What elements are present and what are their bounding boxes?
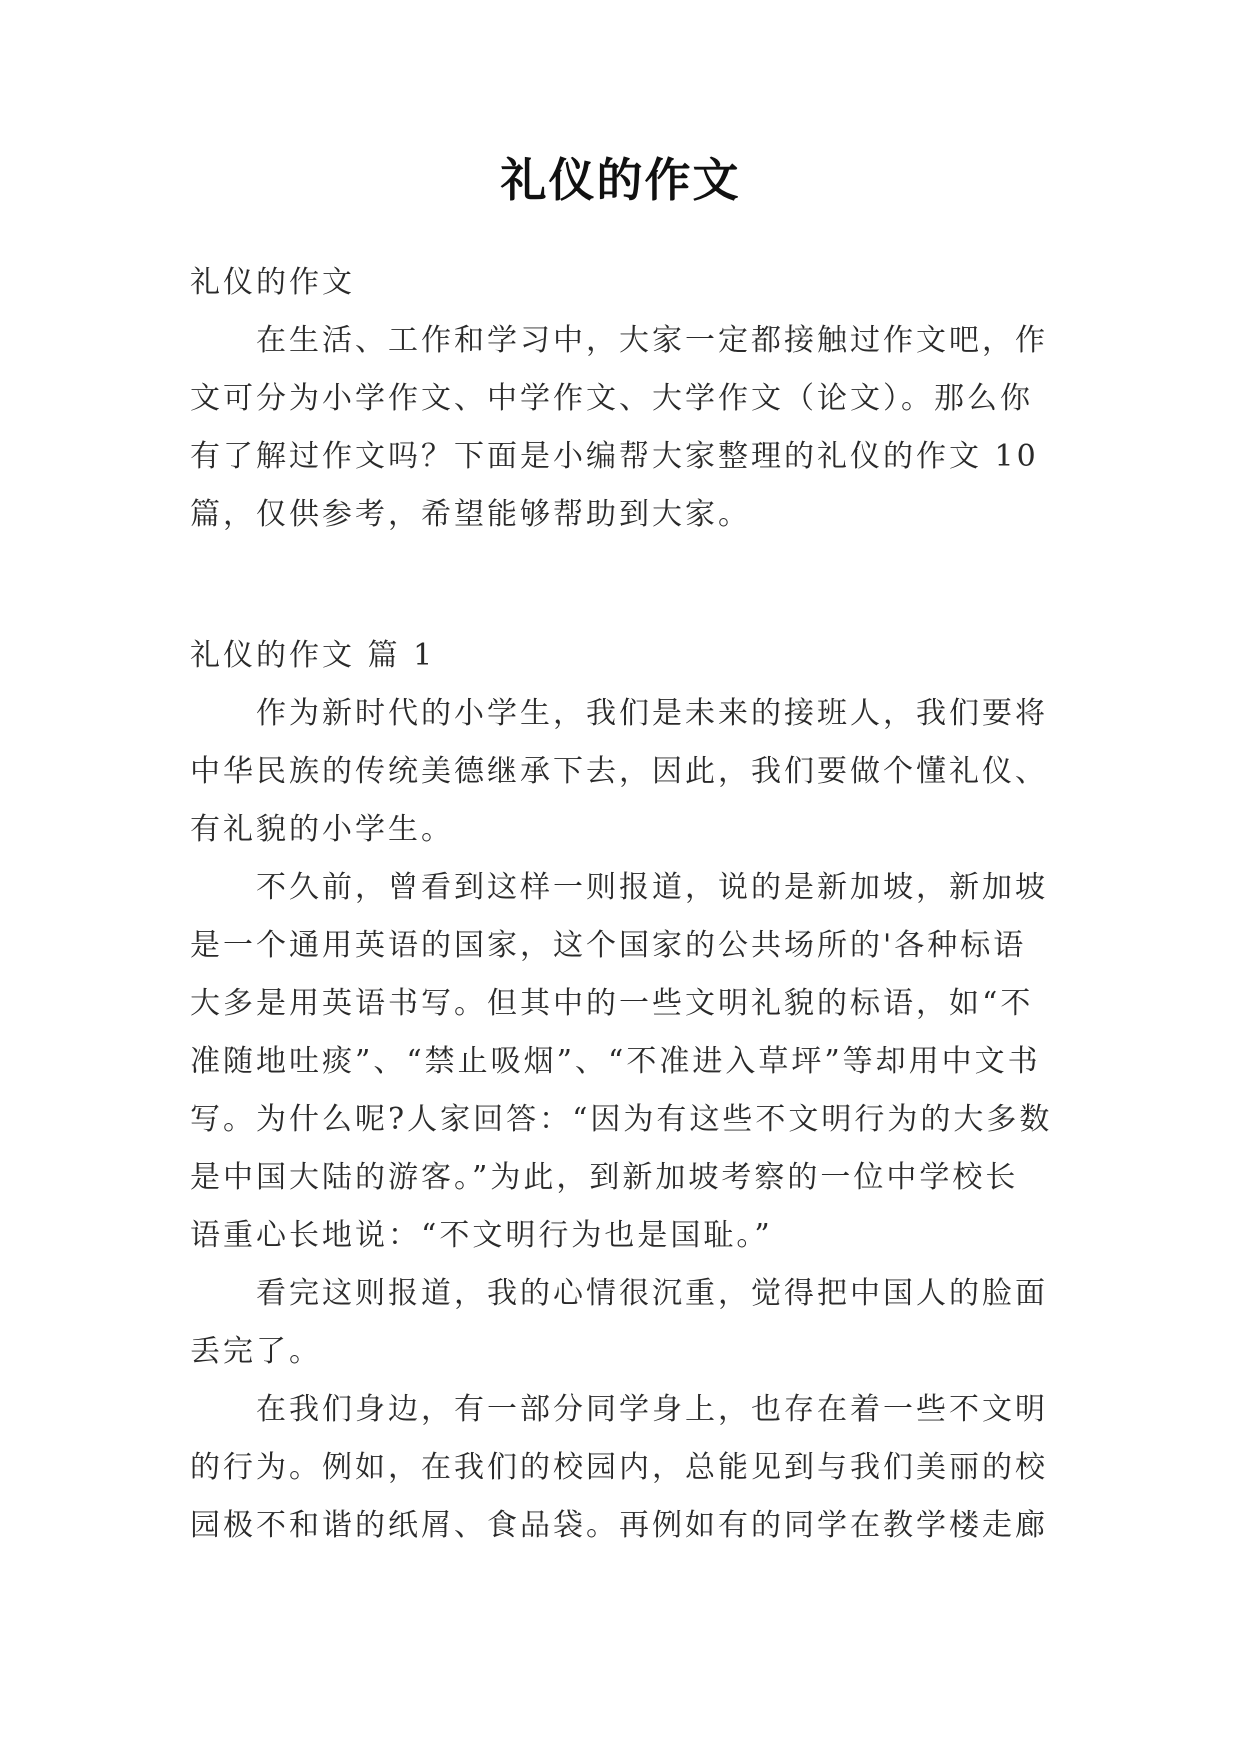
paragraph-line: 有礼貌的小学生。	[190, 812, 454, 847]
paragraph-line: 语重心长地说：“不文明行为也是国耻。”	[190, 1218, 773, 1253]
paragraph-line: 准随地吐痰”、“禁止吸烟”、“不准进入草坪”等却用中文书	[190, 1044, 1041, 1079]
paragraph-line: 看完这则报道，我的心情很沉重，觉得把中国人的脸面	[256, 1276, 1048, 1311]
intro-line: 文可分为小学作文、中学作文、大学作文（论文）。那么你	[190, 381, 1033, 416]
section-1	[190, 627, 1055, 1555]
paragraph-line: 中华民族的传统美德继承下去，因此，我们要做个懂礼仪、	[190, 754, 1048, 789]
paragraph-line: 园极不和谐的纸屑、食品袋。再例如有的同学在教学楼走廊	[190, 1508, 1048, 1543]
paragraph-line: 大多是用英语书写。但其中的一些文明礼貌的标语，如“不	[190, 986, 1034, 1021]
intro-line: 在生活、工作和学习中，大家一定都接触过作文吧，作	[256, 323, 1048, 358]
document-title: 礼仪的作文	[500, 153, 741, 207]
paragraph-line: 在我们身边，有一部分同学身上，也存在着一些不文明	[256, 1392, 1048, 1427]
paragraph-line: 的行为。例如，在我们的校园内，总能见到与我们美丽的校	[190, 1450, 1048, 1485]
paragraph-line: 作为新时代的小学生，我们是未来的接班人，我们要将	[256, 696, 1048, 731]
paragraph-line: 丢完了。	[190, 1334, 322, 1369]
paragraph-line: 是一个通用英语的国家，这个国家的公共场所的'各种标语	[190, 928, 1027, 963]
section-heading: 礼仪的作文 篇 1	[190, 638, 436, 673]
paragraph-line: 不久前，曾看到这样一则报道，说的是新加坡，新加坡	[256, 870, 1048, 905]
paragraph-line: 写。为什么呢?人家回答：“因为有这些不文明行为的大多数	[190, 1102, 1053, 1137]
intro-line: 有了解过作文吗？下面是小编帮大家整理的礼仪的作文 10	[190, 439, 1039, 474]
paragraph-line: 是中国大陆的游客。”为此，到新加坡考察的一位中学校长	[190, 1160, 1019, 1195]
intro-heading: 礼仪的作文	[190, 265, 355, 300]
intro-line: 篇，仅供参考，希望能够帮助到大家。	[190, 497, 751, 532]
intro-section	[190, 254, 1055, 544]
